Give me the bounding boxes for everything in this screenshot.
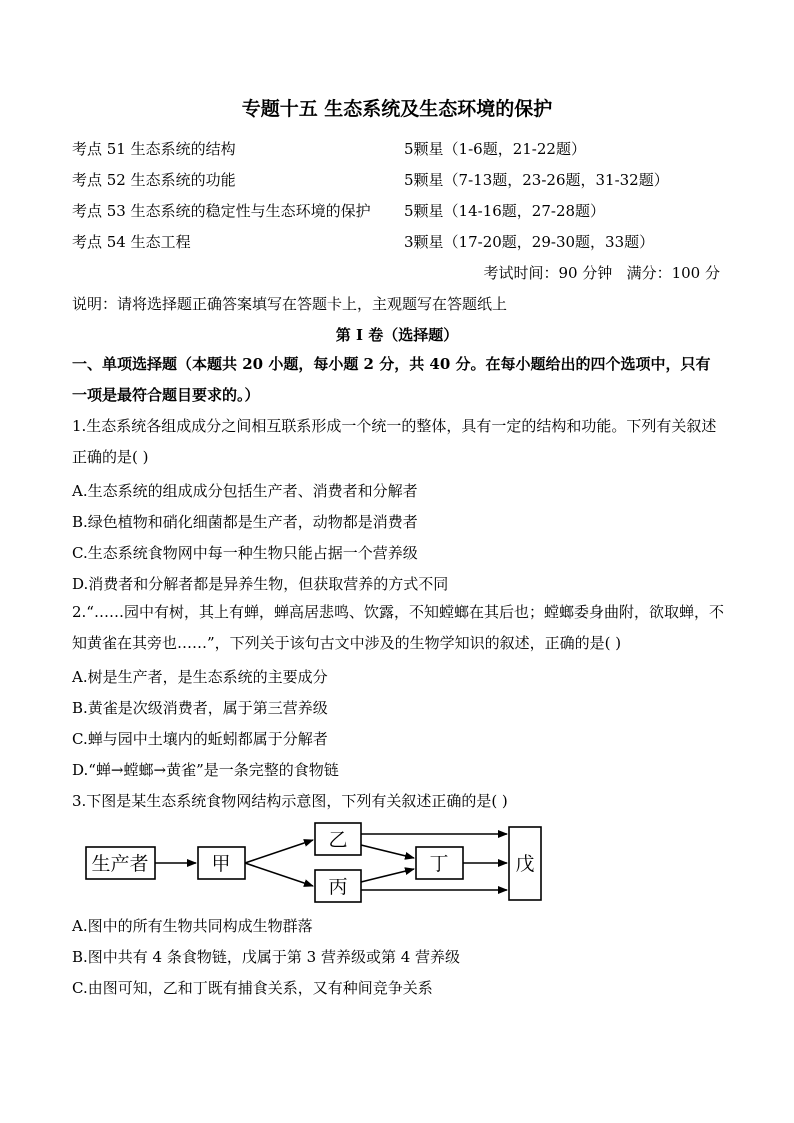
kaodian-54-name: 考点 54 生态工程 <box>72 233 191 251</box>
question-1-option-d: D.消费者和分解者都是异养生物，但获取营养的方式不同 <box>72 575 449 593</box>
page-title: 专题十五 生态系统及生态环境的保护 <box>241 98 553 120</box>
node-jia-label: 甲 <box>211 853 231 875</box>
section-title: 第 I 卷（选择题） <box>335 326 459 344</box>
question-2-option-c: C.蝉与园中土壤内的蚯蚓都属于分解者 <box>72 730 328 748</box>
kaodian-53-stars: 5颗星（14-16题，27-28题） <box>404 202 606 220</box>
kaodian-53-name: 考点 53 生态系统的稳定性与生态环境的保护 <box>72 202 371 220</box>
question-1-option-c: C.生态系统食物网中每一种生物只能占据一个营养级 <box>72 544 418 562</box>
part-heading: 一、单项选择题（本题共 20 小题，每小题 2 分，共 40 分。在每小题给出的四个选项中，只有一项是最符合题目要求的。） <box>72 355 711 404</box>
node-ding-label: 丁 <box>429 853 449 875</box>
question-3-stem: 3.下图是某生态系统食物网结构示意图，下列有关叙述正确的是( ) <box>72 792 508 810</box>
question-2-option-a: A.树是生产者，是生态系统的主要成分 <box>72 668 328 686</box>
kaodian-52-name: 考点 52 生态系统的功能 <box>72 171 236 189</box>
node-bing-label: 丙 <box>328 876 348 898</box>
node-producer-label: 生产者 <box>91 853 149 875</box>
question-1-option-a: A.生态系统的组成成分包括生产者、消费者和分解者 <box>72 482 418 500</box>
arrow-yi-to-ding <box>361 845 414 858</box>
question-3-option-c: C.由图可知，乙和丁既有捕食关系，又有种间竞争关系 <box>72 979 433 997</box>
kaodian-54-stars: 3颗星（17-20题，29-30题，33题） <box>404 233 655 251</box>
instructions-note: 说明：请将选择题正确答案填写在答题卡上，主观题写在答题纸上 <box>72 295 508 313</box>
kaodian-52-stars: 5颗星（7-13题，23-26题，31-32题） <box>404 171 669 189</box>
question-2-option-d: D.“蝉→螳螂→黄雀”是一条完整的食物链 <box>72 761 339 779</box>
question-2-stem: 2.“……园中有树，其上有蝉，蝉高居悲鸣、饮露，不知螳螂在其后也；螳螂委身曲附，欲取蝉，不知黄雀在其旁也……”，下列关于该句古文中涉及的生物学知识的叙述，正确的是( ) <box>72 603 724 652</box>
kaodian-51-name: 考点 51 生态系统的结构 <box>72 140 236 158</box>
kaodian-51-stars: 5颗星（1-6题，21-22题） <box>404 140 586 158</box>
arrow-bing-to-ding <box>361 869 414 882</box>
arrow-jia-to-bing <box>245 863 313 886</box>
question-2-option-b: B.黄雀是次级消费者，属于第三营养级 <box>72 699 328 717</box>
question-1-option-b: B.绿色植物和硝化细菌都是生产者，动物都是消费者 <box>72 513 418 531</box>
arrow-jia-to-yi <box>245 840 313 863</box>
node-wu-label: 戊 <box>515 853 535 875</box>
question-3-option-b: B.图中共有 4 条食物链，戊属于第 3 营养级或第 4 营养级 <box>72 948 461 966</box>
question-3-option-a: A.图中的所有生物共同构成生物群落 <box>72 917 313 935</box>
node-yi-label: 乙 <box>328 829 348 851</box>
food-web-diagram <box>80 820 550 910</box>
exam-info: 考试时间：90 分钟 满分：100 分 <box>483 264 720 282</box>
question-1-stem: 1.生态系统各组成成分之间相互联系形成一个统一的整体，具有一定的结构和功能。下列有关叙述正确的是( ) <box>72 417 717 466</box>
